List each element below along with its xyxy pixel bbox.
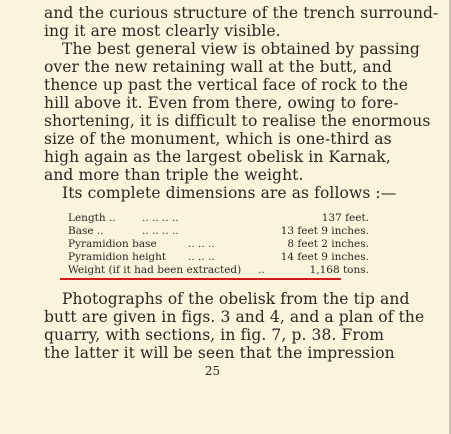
text-line: ing it are most clearly visible. [44, 22, 281, 40]
dimension-leader-dots: .. .. .. .. [142, 225, 179, 237]
text-line: and more than triple the weight. [44, 166, 304, 184]
text-line: Its complete dimensions are as follows :— [62, 184, 397, 202]
dimension-label: Pyramidion height [68, 251, 167, 263]
dimension-leader-dots: .. .. .. [188, 251, 215, 263]
text-line: and the curious structure of the trench surround- [44, 4, 439, 22]
text-line: butt are given in figs. 3 and 4, and a plan of the [44, 308, 425, 326]
dimension-value: 1,168 tons. [309, 264, 369, 276]
dimension-value: 14 feet 9 inches. [280, 251, 369, 263]
page-number: 25 [204, 364, 221, 378]
dimension-value: 8 feet 2 inches. [287, 238, 369, 250]
text-line: hill above it. Even from there, owing to fore- [44, 94, 399, 112]
dimension-label: Length .. [68, 212, 116, 224]
text-line: size of the monument, which is one-third as [44, 130, 392, 148]
text-line: quarry, with sections, in fig. 7, p. 38. From [44, 326, 385, 344]
dimension-value: 13 feet 9 inches. [280, 225, 369, 237]
text-line: thence up past the vertical face of rock to the [44, 76, 408, 94]
text-line: The best general view is obtained by passing [62, 40, 420, 58]
dimension-label: Base .. [68, 225, 104, 237]
dimension-label: Pyramidion base [68, 238, 157, 250]
text-line: high again as the largest obelisk in Karnak, [44, 148, 391, 166]
text-line: shortening, it is difficult to realise the enormous [44, 112, 431, 130]
dimension-leader-dots: .. .. .. .. [142, 212, 179, 224]
dimension-leader-dots: .. .. .. [188, 238, 215, 250]
dimension-label: Weight (if it had been extracted) [68, 264, 242, 276]
dimension-leader-dots: .. [258, 264, 265, 276]
text-line: over the new retaining wall at the butt, and [44, 58, 392, 76]
text-line: the latter it will be seen that the impression [44, 344, 395, 362]
dimension-value: 137 feet. [321, 212, 369, 224]
text-line: Photographs of the obelisk from the tip and [62, 290, 410, 308]
red-underline-annotation [60, 278, 341, 280]
